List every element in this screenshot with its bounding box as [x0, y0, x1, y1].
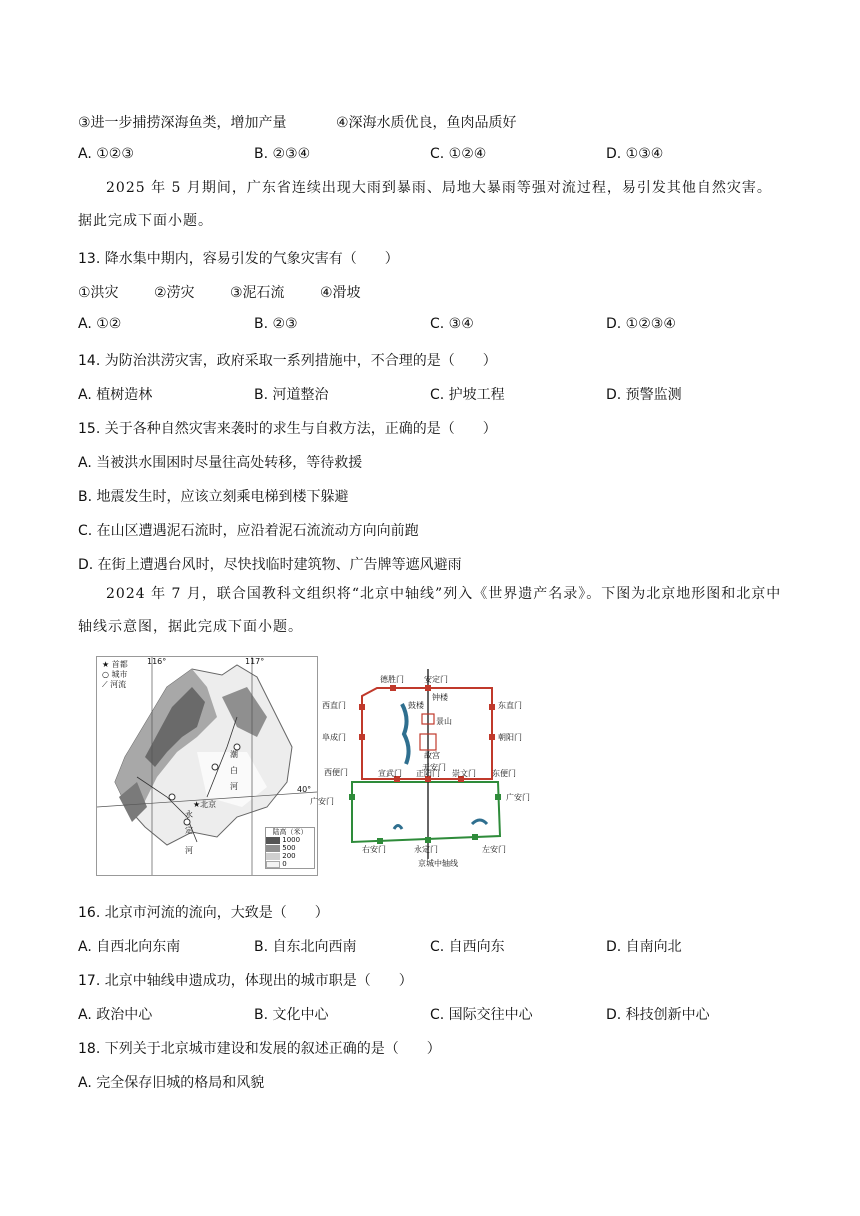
gate-youanmen: 右安门	[362, 845, 386, 854]
q17-choice-b: B. 文化中心	[254, 1007, 329, 1023]
q17-choice-a: A. 政治中心	[78, 1007, 153, 1023]
river-char: 定	[185, 826, 193, 835]
landmark-gulou: 鼓楼	[408, 701, 424, 710]
elev-title: 陆高（米）	[272, 828, 308, 836]
gate-zhengyangmen: 正阳门	[416, 769, 440, 778]
q13-item-2: ②涝灾	[154, 285, 195, 301]
q16-choice-b: B. 自东北向西南	[254, 939, 357, 955]
q14-choice-c: C. 护坡工程	[430, 387, 505, 403]
q13-item-3: ③泥石流	[230, 285, 285, 301]
q12-choice-b: B. ②③④	[254, 146, 311, 162]
q13-item-4: ④滑坡	[320, 285, 361, 301]
figure-group	[96, 656, 536, 874]
beijing-terrain-map	[96, 656, 318, 876]
q18-stem: 18. 下列关于北京城市建设和发展的叙述正确的是（ ）	[78, 1041, 441, 1057]
elev-0: 0	[266, 860, 314, 868]
gate-chongwenmen: 崇文门	[452, 769, 476, 778]
q12-choice-c: C. ①②④	[430, 146, 487, 162]
elev-500: 500	[266, 844, 314, 852]
q17-stem: 17. 北京中轴线申遗成功，体现出的城市职是（ ）	[78, 973, 413, 989]
q17-choice-d: D. 科技创新中心	[606, 1007, 710, 1023]
q16-choice-c: C. 自西向东	[430, 939, 505, 955]
landmark-jingshan: 景山	[436, 717, 452, 726]
gate-guanganmen-east: 广安门	[506, 793, 530, 802]
q15-choice-a: A. 当被洪水围困时尽量往高处转移，等待救援	[78, 455, 363, 471]
axis-caption: 京城中轴线	[418, 859, 458, 868]
legend-river: ⟋ 河流	[102, 680, 127, 689]
q14-choice-d: D. 预警监测	[606, 387, 682, 403]
river-char: 潮	[230, 750, 238, 759]
q13-choice-a: A. ①②	[78, 316, 122, 332]
gate-xuanwumen: 宣武门	[378, 769, 402, 778]
q14-stem: 14. 为防治洪涝灾害，政府采取一系列措施中，不合理的是（ ）	[78, 353, 497, 369]
landmark-gugong: 故宫	[424, 751, 440, 760]
gate-zuoanmen: 左安门	[482, 845, 506, 854]
elevation-legend	[265, 827, 315, 869]
legend-city: ○ 城市	[102, 670, 128, 679]
river-char: 白	[230, 766, 238, 775]
river-char: 永	[185, 810, 193, 819]
q15-choice-d: D. 在街上遭遇台风时，尽快找临时建筑物、广告牌等遮风避雨	[78, 557, 462, 573]
legend-capital: ★ 首都	[102, 660, 128, 669]
elev-200: 200	[266, 852, 314, 860]
q13-choice-d: D. ①②③④	[606, 316, 676, 332]
q16-choice-a: A. 自西北向东南	[78, 939, 181, 955]
q14-choice-b: B. 河道整治	[254, 387, 329, 403]
gate-andingmen: 安定门	[424, 675, 448, 684]
q13-choice-b: B. ②③	[254, 316, 298, 332]
q16-choice-d: D. 自南向北	[606, 939, 682, 955]
gate-chaoyangmen: 朝阳门	[498, 733, 522, 742]
beijing-label: ★北京	[193, 800, 217, 809]
landmark-tiananmen: 天安门	[422, 763, 446, 772]
landmark-zhonglou: 钟楼	[432, 693, 448, 702]
q15-choice-b: B. 地震发生时，应该立刻乘电梯到楼下躲避	[78, 489, 349, 505]
q13-choice-c: C. ③④	[430, 316, 474, 332]
map-legend	[99, 659, 131, 691]
gate-xizhimen: 西直门	[322, 701, 346, 710]
q15-stem: 15. 关于各种自然灾害来袭时的求生与自救方法，正确的是（ ）	[78, 421, 497, 437]
q12-statement-4: ④深海水质优良，鱼肉品质好	[336, 115, 517, 131]
lon-label-117: 117°	[245, 657, 265, 666]
q18-choice-a: A. 完全保存旧城的格局和风貌	[78, 1075, 265, 1091]
gate-xibianmen: 西便门	[324, 768, 348, 777]
q15-choice-c: C. 在山区遭遇泥石流时，应沿着泥石流流动方向向前跑	[78, 523, 419, 539]
gate-deshengmen: 德胜门	[380, 675, 404, 684]
q13-stem: 13. 降水集中期内，容易引发的气象灾害有（ ）	[78, 251, 399, 267]
central-axis-diagram	[310, 664, 532, 874]
river-char: 河	[230, 782, 238, 791]
elev-1000: 1000	[266, 836, 314, 844]
lon-label-116: 116°	[147, 657, 167, 666]
q13-item-1: ①洪灾	[78, 285, 119, 301]
gate-yongdingmen: 永定门	[414, 845, 438, 854]
gate-guanganmen-west: 广安门	[310, 797, 334, 806]
gate-fuchengmen: 阜成门	[322, 733, 346, 742]
gate-dongbianmen: 东便门	[492, 769, 516, 778]
lat-label-40: 40°	[297, 785, 312, 794]
passage-guangdong: 2025 年 5 月期间，广东省连续出现大雨到暴雨、局地大暴雨等强对流过程，易引发其他自然灾害。据此完成下面小题。	[78, 180, 772, 229]
q14-choice-a: A. 植树造林	[78, 387, 153, 403]
q12-statement-3: ③进一步捕捞深海鱼类，增加产量	[78, 115, 287, 131]
q12-choice-a: A. ①②③	[78, 146, 134, 162]
q17-choice-c: C. 国际交往中心	[430, 1007, 533, 1023]
river-char: 河	[185, 846, 193, 855]
q12-choice-d: D. ①③④	[606, 146, 664, 162]
gate-dongzhimen: 东直门	[498, 701, 522, 710]
q16-stem: 16. 北京市河流的流向，大致是（ ）	[78, 905, 329, 921]
passage-beijing-axis: 2024 年 7 月，联合国教科文组织将“北京中轴线”列入《世界遗产名录》。下图为北京地形图和北京中轴线示意图，据此完成下面小题。	[78, 586, 782, 635]
